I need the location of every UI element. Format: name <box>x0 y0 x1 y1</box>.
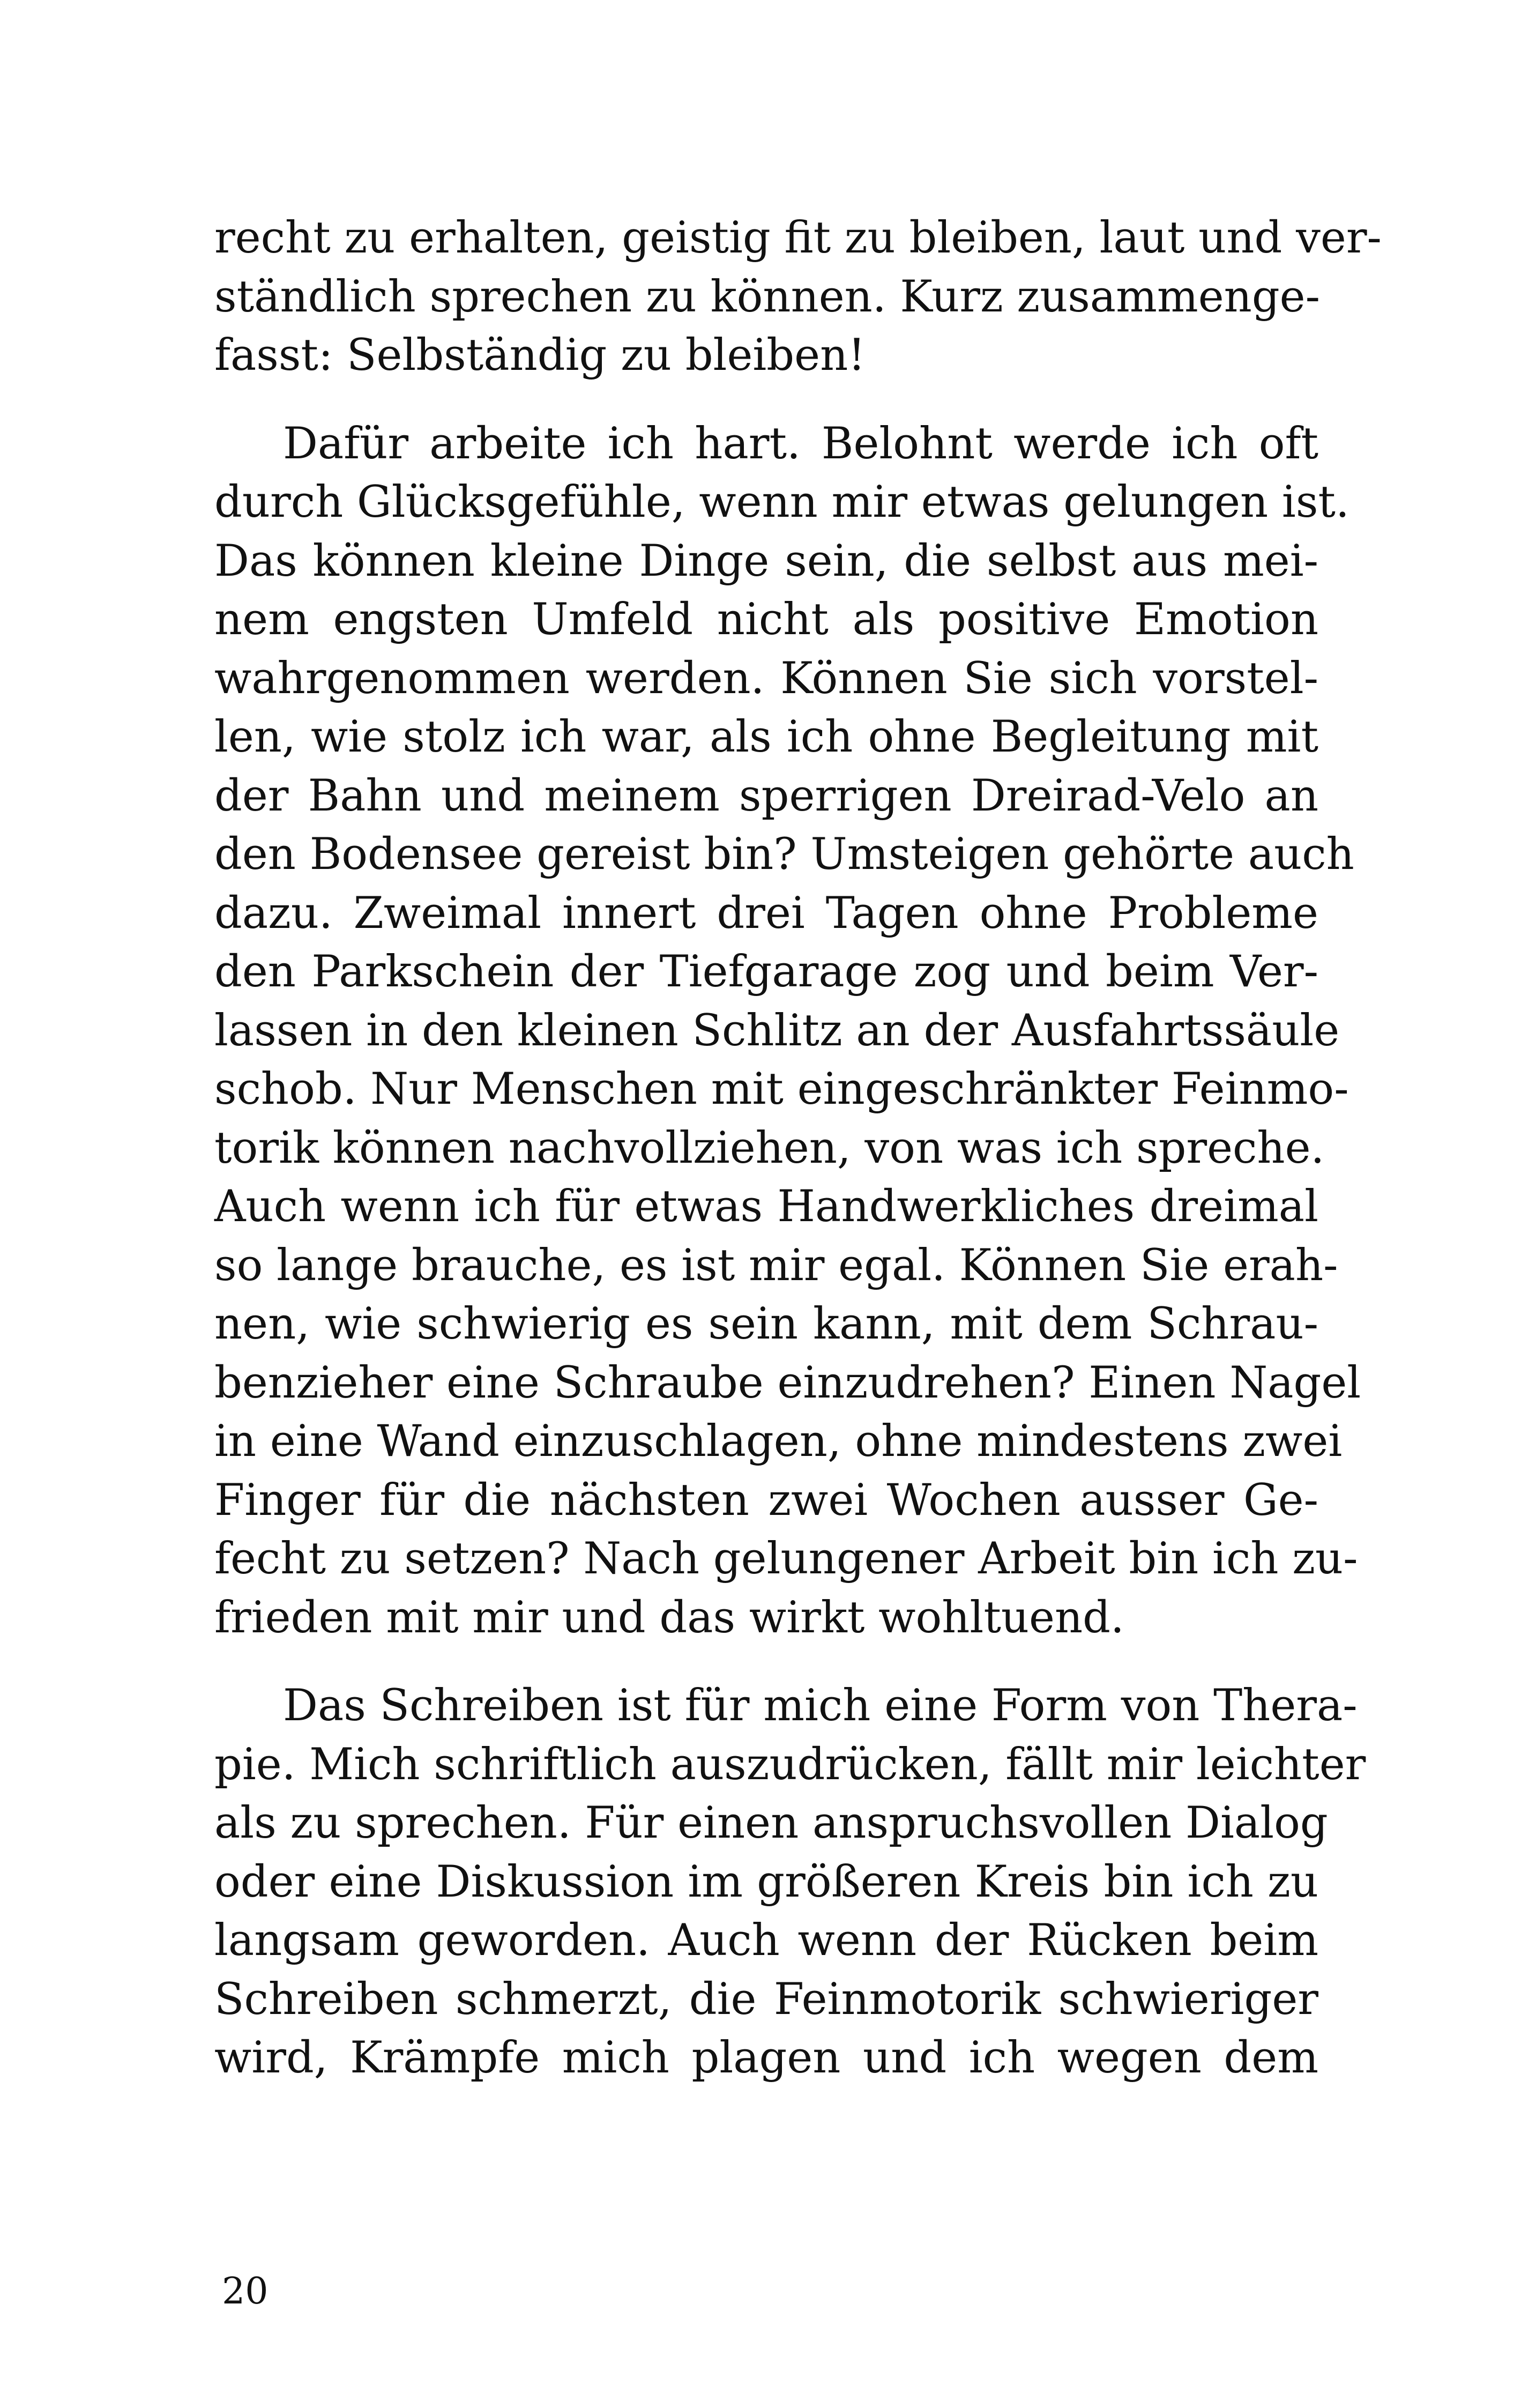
text-line: wird, Krämpfe mich plagen und ich wegen dem <box>214 2033 1318 2083</box>
text-line: benzieher eine Schraube einzudrehen? Einen Nagel <box>214 1357 1361 1408</box>
text-line: ständlich sprechen zu können. Kurz zusammenge- <box>214 271 1320 322</box>
text-line: der Bahn und meinem sperrigen Dreirad-Velo an <box>214 770 1318 821</box>
page-number: 20 <box>222 2270 269 2313</box>
text-line: als zu sprechen. Für einen anspruchsvollen Dialog <box>214 1798 1328 1848</box>
text-line: Das können kleine Dinge sein, die selbst aus mei- <box>214 536 1318 586</box>
text-line: so lange brauche, es ist mir egal. Können Sie erah- <box>214 1240 1338 1291</box>
paragraph-3 <box>214 1677 1366 2088</box>
text-line: Schreiben schmerzt, die Feinmotorik schwieriger <box>214 1974 1318 2025</box>
text-line: pie. Mich schriftlich auszudrücken, fällt mir leichter <box>214 1739 1366 1790</box>
text-line: durch Glücksgefühle, wenn mir etwas gelungen ist. <box>214 477 1349 527</box>
text-line: Auch wenn ich für etwas Handwerkliches dreimal <box>214 1181 1318 1232</box>
text-line: fecht zu setzen? Nach gelungener Arbeit bin ich zu- <box>214 1534 1358 1584</box>
text-line: frieden mit mir und das wirkt wohltuend. <box>214 1592 1124 1643</box>
text-line: nen, wie schwierig es sein kann, mit dem Schrau- <box>214 1299 1318 1349</box>
text-line: nem engsten Umfeld nicht als positive Emotion <box>214 594 1318 645</box>
text-line: Dafür arbeite ich hart. Belohnt werde ich oft <box>283 418 1318 469</box>
text-line: langsam geworden. Auch wenn der Rücken beim <box>214 1915 1318 1966</box>
text-line: recht zu erhalten, geistig fit zu bleiben, laut und ver- <box>214 213 1382 263</box>
text-line: dazu. Zweimal innert drei Tagen ohne Probleme <box>214 888 1318 939</box>
text-line: schob. Nur Menschen mit eingeschränkter Feinmo- <box>214 1064 1349 1114</box>
text-line: fasst: Selbständig zu bleiben! <box>214 330 866 381</box>
body-text <box>214 209 1382 2088</box>
text-line: wahrgenommen werden. Können Sie sich vorstel- <box>214 653 1318 704</box>
text-line: Das Schreiben ist für mich eine Form von Thera- <box>283 1681 1358 1731</box>
text-line: den Bodensee gereist bin? Umsteigen gehörte auch <box>214 829 1354 880</box>
paragraph-2 <box>214 415 1361 1648</box>
text-line: lassen in den kleinen Schlitz an der Ausfahrtssäule <box>214 1005 1340 1056</box>
text-line: oder eine Diskussion im größeren Kreis bin ich zu <box>214 1856 1318 1907</box>
text-line: len, wie stolz ich war, als ich ohne Begleitung mit <box>214 712 1318 762</box>
text-line: in eine Wand einzuschlagen, ohne mindestens zwei <box>214 1416 1343 1467</box>
text-line: den Parkschein der Tiefgarage zog und beim Ver- <box>214 947 1318 997</box>
paragraph-1 <box>214 209 1382 385</box>
text-line: torik können nachvollziehen, von was ich spreche. <box>214 1123 1325 1173</box>
text-line: Finger für die nächsten zwei Wochen ausser Ge- <box>214 1475 1318 1526</box>
